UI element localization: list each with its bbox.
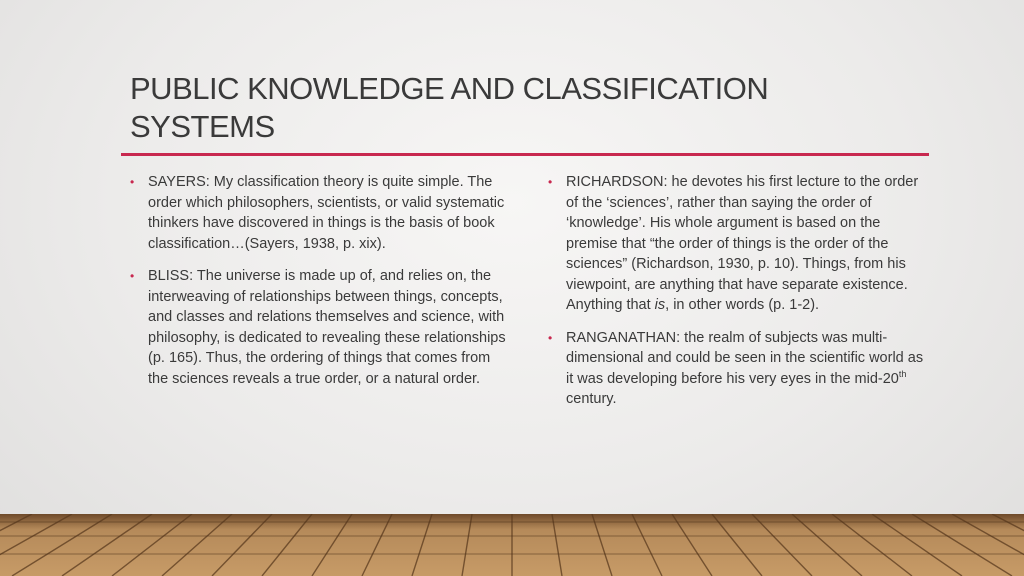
bullet-text: SAYERS: My classification theory is quite simple. The order which philosophers, scientists, or valid systematic thinkers have discovered in things is the basis of book classification…(Sayers, 1938, p. xix).	[148, 174, 505, 252]
slide-title: PUBLIC KNOWLEDGE AND CLASSIFICATION SYSTEMS	[130, 71, 769, 144]
bullet-sayers	[130, 172, 510, 254]
wood-floor-decoration	[0, 514, 1024, 576]
right-column	[548, 172, 928, 422]
bullet-text-end: , in other words (p. 1-2).	[665, 297, 820, 313]
bullet-bliss	[130, 266, 510, 389]
bullet-text-end: century.	[566, 391, 617, 407]
bullet-ranganathan	[548, 328, 928, 410]
bullet-icon: •	[548, 175, 553, 189]
title-divider	[121, 153, 929, 156]
bullet-icon: •	[130, 269, 135, 283]
bullet-text-start: RANGANATHAN: the realm of subjects was multi-dimensional and could be seen in the scientific world as it was developing before his very eyes in the mid-20	[566, 329, 924, 387]
bullet-icon: •	[130, 175, 135, 189]
left-column	[130, 172, 510, 401]
wood-floor-image	[0, 514, 1024, 576]
bullet-text-italic: is	[654, 297, 666, 313]
bullet-icon: •	[548, 330, 553, 345]
bullet-text-start: RICHARDSON: he devotes his first lecture to the order of the ‘sciences’, rather than saying the order of ‘knowledge’. His whole argument is based on the premise that “the order of things is the order of the sciences” (Richardson, 1930, p. 10). Things, from his viewpoint, are anything that have separate existence. Anything that	[566, 174, 919, 313]
bullet-text-superscript: th	[898, 368, 907, 379]
bullet-text: BLISS: The universe is made up of, and relies on, the interweaving of relationships between things, concepts, and classes and relations themselves and science, with philosophy, is dedicated to revealing these relationships (p. 165). Thus, the ordering of things that comes from the sciences reveals a true order, or a natural order.	[148, 268, 506, 387]
bullet-richardson	[548, 172, 928, 316]
